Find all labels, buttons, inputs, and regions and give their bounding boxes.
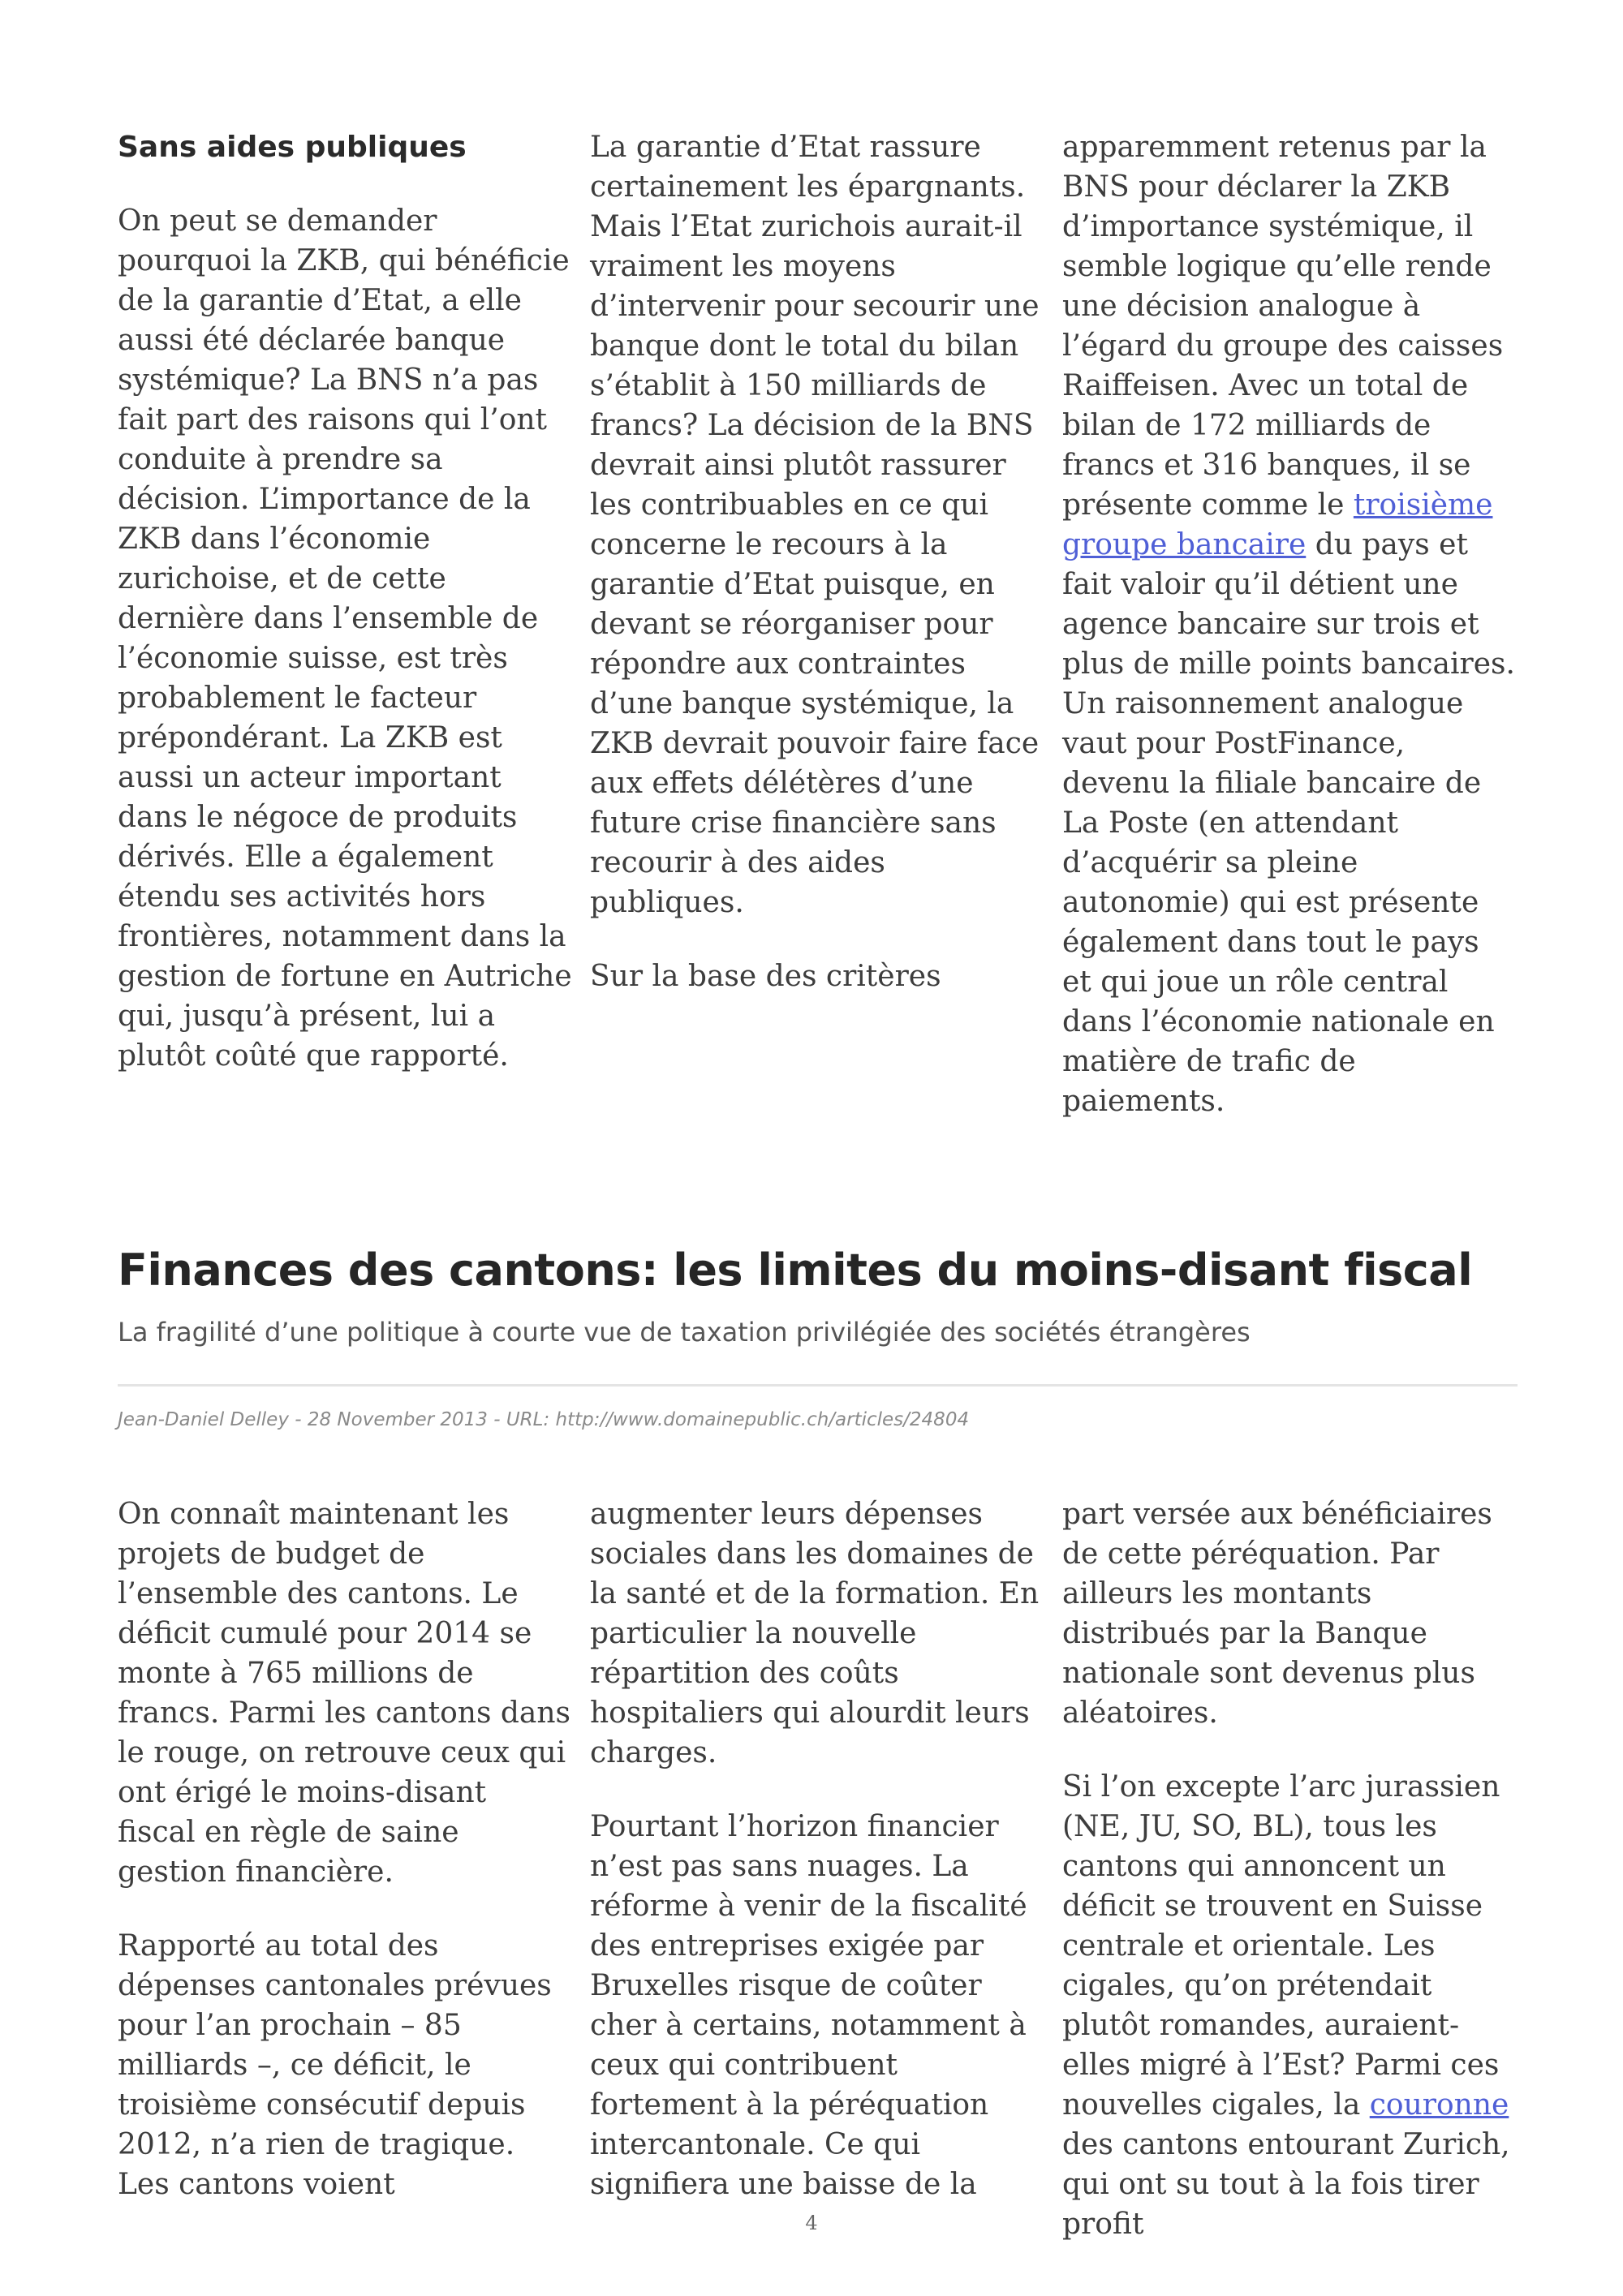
text-run: des cantons entourant Zurich, qui ont su tout à la fois tirer profit xyxy=(1062,2128,1510,2241)
paragraph: On peut se demander pourquoi la ZKB, qui bénéficie de la garantie d’Etat, a elle aussi été déclarée banque systémique? La BNS n’a pas fait part des raisons qui l’ont conduite à prendre sa décision. L’importance de la ZKB dans l’économie zurichoise, et de cette dernière dans l’ensemble de l’économie suisse, est très probablement le facteur prépondérant. La ZKB est aussi un acteur important dans le négoce de produits dérivés. Elle a également étendu ses activités hors frontières, notamment dans la gestion de fortune en Autriche qui, jusqu’à présent, lui a plutôt coûté que rapporté. xyxy=(118,204,572,1073)
column-3 xyxy=(1062,127,1517,1155)
article-byline: Jean-Daniel Delley - 28 November 2013 - URL: http://www.domainepublic.ch/articles/24804 xyxy=(118,1409,970,1430)
page-number: 4 xyxy=(805,2212,818,2234)
section-heading: Sans aides publiques xyxy=(118,131,467,164)
link-troisieme-groupe-bancaire[interactable]: troisième groupe bancaire xyxy=(1062,488,1493,561)
paragraph: Rapporté au total des dépenses cantonales prévues pour l’an prochain – 85 milliards –, ce déficit, le troisième consécutif depuis 2012, n’a rien de tragique. Les cantons voient xyxy=(118,1929,552,2201)
text-run: apparemment retenus par la BNS pour déclarer la ZKB d’importance systémique, il semble logique qu’elle rende une décision analogue à l’égard du groupe des caisses Raiffeisen. Avec un total de bilan de 172 milliards de francs et 316 banques, il se présente comme le xyxy=(1062,131,1504,522)
column-1 xyxy=(118,127,572,1155)
paragraph xyxy=(1062,1767,1517,2244)
paragraph: On connaît maintenant les projets de budget de l’ensemble des cantons. Le déficit cumulé pour 2014 se monte à 765 millions de francs. Parmi les cantons dans le rouge, on retrouve ceux qui ont érigé le moins-disant fiscal en règle de saine gestion financière. xyxy=(118,1498,571,1889)
paragraph xyxy=(1062,127,1517,1121)
column-1 xyxy=(118,1494,572,2278)
paragraph: Sur la base des critères xyxy=(590,960,941,993)
column-3 xyxy=(1062,1494,1517,2278)
column-2 xyxy=(590,127,1044,1155)
paragraph: augmenter leurs dépenses sociales dans les domaines de la santé et de la formation. En particulier la nouvelle répartition des coûts hospitaliers qui alourdit leurs charges. xyxy=(590,1498,1040,1769)
text-run: du pays et fait valoir qu’il détient une agence bancaire sur trois et plus de mille points bancaires. Un raisonnement analogue vaut pour PostFinance, devenu la filiale bancaire de La Poste (en attendant d’acquérir sa pleine autonomie) qui est présente également dans tout le pays et qui joue un rôle central dans l’économie nationale en matière de trafic de paiements. xyxy=(1062,528,1515,1118)
article-subtitle: La fragilité d’une politique à courte vue de taxation privilégiée des sociétés étrangères xyxy=(118,1317,1251,1348)
paragraph: La garantie d’Etat rassure certainement les épargnants. Mais l’Etat zurichois aurait-il vraiment les moyens d’intervenir pour secourir une banque dont le total du bilan s’établit à 150 milliards de francs? La décision de la BNS devrait ainsi plutôt rassurer les contribuables en ce qui concerne le recours à la garantie d’Etat puisque, en devant se réorganiser pour répondre aux contraintes d’une banque systémique, la ZKB devrait pouvoir faire face aux effets délétères d’une future crise financière sans recourir à des aides publiques. xyxy=(590,131,1040,919)
paragraph: part versée aux bénéficiaires de cette péréquation. Par ailleurs les montants distribués par la Banque nationale sont devenus plus aléatoires. xyxy=(1062,1498,1492,1730)
divider xyxy=(118,1384,1518,1387)
paragraph: Pourtant l’horizon financier n’est pas sans nuages. La réforme à venir de la fiscalité des entreprises exigée par Bruxelles risque de coûter cher à certains, notamment à ceux qui contribuent fortement à la péréquation intercantonale. Ce qui signifiera une baisse de la xyxy=(590,1810,1027,2201)
article-columns xyxy=(118,1494,1518,2278)
link-couronne[interactable]: couronne xyxy=(1369,2088,1509,2122)
text-run: Si l’on excepte l’arc jurassien (NE, JU, SO, BL), tous les cantons qui annoncent un déficit se trouvent en Suisse centrale et orientale. Les cigales, qu’on prétendait plutôt romandes, auraient-elles migré à l’Est? Parmi ces nouvelles cigales, la xyxy=(1062,1770,1500,2122)
section-columns xyxy=(118,127,1518,1155)
column-2 xyxy=(590,1494,1044,2278)
article-title: Finances des cantons: les limites du moins-disant fiscal xyxy=(118,1245,1473,1296)
